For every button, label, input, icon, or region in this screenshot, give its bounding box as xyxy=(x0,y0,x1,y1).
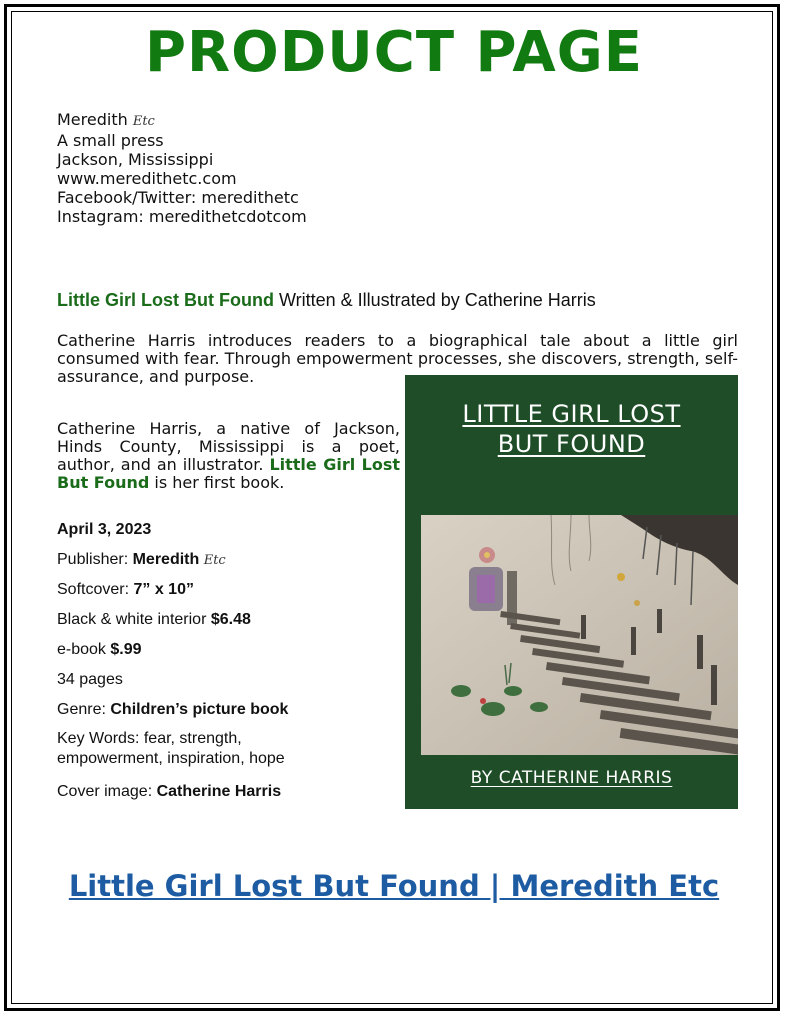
press-name-suffix: Etc xyxy=(132,114,155,129)
book-details xyxy=(57,519,402,811)
book-description: Catherine Harris introduces readers to a biographical tale about a little girl consumed with fear. Through empowerment processes, she discovers, strength, self-assurance, and purpose. xyxy=(57,331,738,386)
book-heading-credit: Written & Illustrated by Catherine Harris xyxy=(278,290,596,310)
press-info xyxy=(57,110,307,226)
press-name-line xyxy=(57,110,307,131)
detail-publisher: Publisher: Meredith Etc xyxy=(57,551,226,568)
book-heading-title: Little Girl Lost But Found xyxy=(57,290,274,310)
cover-title: LITTLE GIRL LOST BUT FOUND xyxy=(462,400,681,458)
detail-softcover: Softcover: 7” x 10” xyxy=(57,581,194,598)
detail-date: April 3, 2023 xyxy=(57,521,152,538)
detail-cover-image: Cover image: Catherine Harris xyxy=(57,783,282,800)
author-bio-end: is her first book. xyxy=(149,473,285,492)
cover-author: BY CATHERINE HARRIS xyxy=(470,768,673,788)
page-title: PRODUCT PAGE xyxy=(145,20,643,85)
detail-pages: 34 pages xyxy=(57,671,123,688)
book-cover xyxy=(405,375,738,809)
press-instagram: Instagram: meredithetcdotcom xyxy=(57,207,307,226)
author-bio-text: Catherine Harris, a native of Jackson, Hinds County, Mississippi is a poet, author, and an illustrator. xyxy=(57,419,400,474)
press-facebook-twitter: Facebook/Twitter: meredithetc xyxy=(57,188,299,207)
detail-interior-price: Black & white interior $6.48 xyxy=(57,611,251,628)
cover-illustration xyxy=(421,515,738,755)
footer-product-link[interactable]: Little Girl Lost But Found | Meredith Etc xyxy=(68,869,720,903)
detail-genre: Genre: Children’s picture book xyxy=(57,701,289,718)
book-heading xyxy=(57,288,757,312)
press-location: Jackson, Mississippi xyxy=(57,150,214,169)
author-bio-book: Little Girl Lost But Found xyxy=(57,455,400,492)
press-name: Meredith xyxy=(57,110,128,129)
detail-keywords: Key Words: fear, strength, empowerment, inspiration, hope xyxy=(57,730,285,767)
press-website: www.meredithetc.com xyxy=(57,169,237,188)
detail-ebook-price: e-book $.99 xyxy=(57,641,142,658)
press-tagline: A small press xyxy=(57,131,164,150)
author-bio xyxy=(57,420,400,492)
